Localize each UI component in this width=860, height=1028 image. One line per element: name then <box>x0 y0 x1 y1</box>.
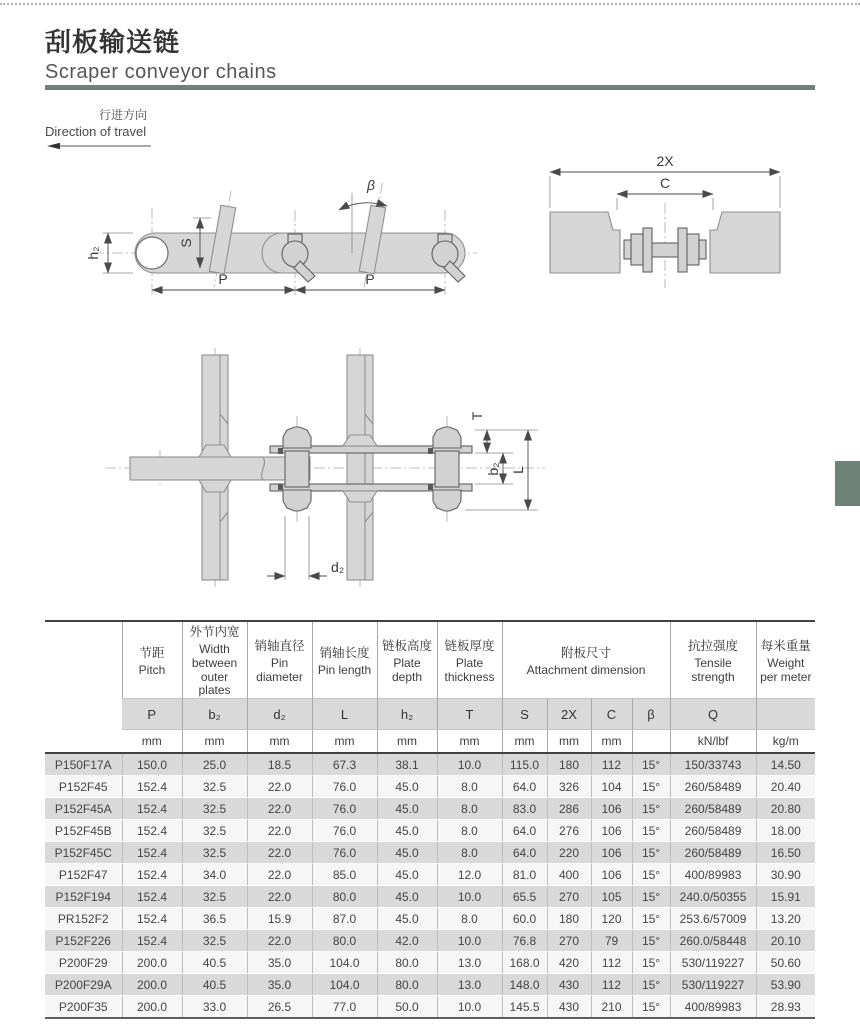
scraper-plate-left <box>550 212 620 273</box>
value-cell: 106 <box>591 842 632 864</box>
part-number-cell: P152F226 <box>45 930 122 952</box>
part-number-cell: P152F45A <box>45 798 122 820</box>
value-cell: 106 <box>591 798 632 820</box>
page-edge-tab <box>835 461 860 506</box>
value-cell: 85.0 <box>312 864 377 886</box>
value-cell: 32.5 <box>182 842 247 864</box>
value-cell: 35.0 <box>247 952 312 974</box>
scraper-plate-right <box>710 212 780 273</box>
value-cell: 22.0 <box>247 842 312 864</box>
part-number-cell: P152F194 <box>45 886 122 908</box>
spec-table-container <box>45 620 815 1019</box>
part-number-cell: P200F35 <box>45 996 122 1019</box>
unit-cell: mm <box>247 730 312 754</box>
value-cell: 80.0 <box>312 886 377 908</box>
symbol-cell: h₂ <box>377 699 437 730</box>
value-cell: 13.0 <box>437 952 502 974</box>
value-cell: 8.0 <box>437 776 502 798</box>
table-row <box>45 908 815 930</box>
dim-label-p1: P <box>218 271 228 287</box>
value-cell: 200.0 <box>122 996 182 1019</box>
pin-assembly-plan <box>428 427 461 511</box>
value-cell: 32.5 <box>182 776 247 798</box>
value-cell: 45.0 <box>377 908 437 930</box>
unit-cell: mm <box>502 730 547 754</box>
unit-cell: kN/lbf <box>670 730 756 754</box>
value-cell: 106 <box>591 820 632 842</box>
value-cell: 45.0 <box>377 798 437 820</box>
symbol-cell: S <box>502 699 547 730</box>
unit-cell: kg/m <box>756 730 815 754</box>
table-body <box>45 753 815 1018</box>
accent-divider <box>45 85 815 90</box>
spec-table <box>45 620 815 1019</box>
value-cell: 87.0 <box>312 908 377 930</box>
col-header-pin-diameter: 销轴直径 Pin diameter <box>247 621 312 699</box>
direction-label-en: Direction of travel <box>45 124 147 139</box>
value-cell: 270 <box>547 930 591 952</box>
dim-label-s: S <box>178 238 194 248</box>
value-cell: 152.4 <box>122 908 182 930</box>
value-cell: 65.5 <box>502 886 547 908</box>
value-cell: 32.5 <box>182 820 247 842</box>
value-cell: 16.50 <box>756 842 815 864</box>
value-cell: 67.3 <box>312 753 377 776</box>
part-number-cell: P152F45 <box>45 776 122 798</box>
value-cell: 106 <box>591 864 632 886</box>
value-cell: 276 <box>547 820 591 842</box>
page-header <box>45 22 815 84</box>
dim-label-b2: b₂ <box>485 462 501 476</box>
part-number-cell: P200F29 <box>45 952 122 974</box>
col-header-pin-length: 销轴长度 Pin length <box>312 621 377 699</box>
chain-arm <box>130 457 310 480</box>
value-cell: 76.0 <box>312 842 377 864</box>
value-cell: 530/119227 <box>670 952 756 974</box>
value-cell: 64.0 <box>502 776 547 798</box>
value-cell: 40.5 <box>182 974 247 996</box>
part-number-cell: P152F45C <box>45 842 122 864</box>
unit-cell: mm <box>312 730 377 754</box>
value-cell: 8.0 <box>437 908 502 930</box>
value-cell: 148.0 <box>502 974 547 996</box>
value-cell: 10.0 <box>437 753 502 776</box>
dim-label-beta: β <box>367 177 375 193</box>
value-cell: 42.0 <box>377 930 437 952</box>
value-cell: 45.0 <box>377 776 437 798</box>
value-cell: 152.4 <box>122 820 182 842</box>
value-cell: 80.0 <box>377 952 437 974</box>
col-header-plate-thickness: 链板厚度 Plate thickness <box>437 621 502 699</box>
dim-label-d2: d₂ <box>331 559 345 575</box>
value-cell: 26.5 <box>247 996 312 1019</box>
perforation-line <box>0 3 860 5</box>
value-cell: 14.50 <box>756 753 815 776</box>
value-cell: 22.0 <box>247 776 312 798</box>
value-cell: 105 <box>591 886 632 908</box>
value-cell: 210 <box>591 996 632 1019</box>
value-cell: 260.0/58448 <box>670 930 756 952</box>
value-cell: 260/58489 <box>670 798 756 820</box>
scraper-bar-plan <box>347 355 373 580</box>
value-cell: 18.00 <box>756 820 815 842</box>
value-cell: 53.90 <box>756 974 815 996</box>
value-cell: 286 <box>547 798 591 820</box>
unit-cell <box>632 730 670 754</box>
symbol-cell: d₂ <box>247 699 312 730</box>
value-cell: 77.0 <box>312 996 377 1019</box>
value-cell: 112 <box>591 952 632 974</box>
symbol-cell: L <box>312 699 377 730</box>
dim-label-t: T <box>469 411 485 421</box>
symbol-cell: Q <box>670 699 756 730</box>
table-row <box>45 798 815 820</box>
value-cell: 50.0 <box>377 996 437 1019</box>
value-cell: 83.0 <box>502 798 547 820</box>
table-row <box>45 864 815 886</box>
value-cell: 326 <box>547 776 591 798</box>
value-cell: 38.1 <box>377 753 437 776</box>
value-cell: 40.5 <box>182 952 247 974</box>
value-cell: 15° <box>632 974 670 996</box>
drawing-attachment-front-view <box>550 153 780 288</box>
value-cell: 22.0 <box>247 930 312 952</box>
direction-of-travel <box>45 106 157 151</box>
value-cell: 32.5 <box>182 798 247 820</box>
col-header-weight: 每米重量 Weight per meter <box>756 621 815 699</box>
value-cell: 10.0 <box>437 886 502 908</box>
link-hole <box>136 237 168 269</box>
value-cell: 80.0 <box>377 974 437 996</box>
value-cell: 260/58489 <box>670 820 756 842</box>
value-cell: 8.0 <box>437 820 502 842</box>
value-cell: 15° <box>632 996 670 1019</box>
value-cell: 64.0 <box>502 820 547 842</box>
value-cell: 430 <box>547 996 591 1019</box>
unit-cell: mm <box>437 730 502 754</box>
value-cell: 45.0 <box>377 864 437 886</box>
header-unit-row <box>45 730 815 754</box>
value-cell: 20.10 <box>756 930 815 952</box>
value-cell: 152.4 <box>122 864 182 886</box>
value-cell: 8.0 <box>437 798 502 820</box>
table-row <box>45 952 815 974</box>
value-cell: 28.93 <box>756 996 815 1019</box>
dim-label-h2: h₂ <box>85 246 101 260</box>
value-cell: 145.5 <box>502 996 547 1019</box>
unit-cell: mm <box>547 730 591 754</box>
symbol-cell: 2X <box>547 699 591 730</box>
dim-label-l: L <box>510 466 526 474</box>
value-cell: 79 <box>591 930 632 952</box>
value-cell: 13.20 <box>756 908 815 930</box>
table-row <box>45 996 815 1019</box>
value-cell: 15.91 <box>756 886 815 908</box>
col-header-pitch: 节距 Pitch <box>122 621 182 699</box>
value-cell: 152.4 <box>122 842 182 864</box>
value-cell: 15° <box>632 798 670 820</box>
value-cell: 25.0 <box>182 753 247 776</box>
value-cell: 15° <box>632 930 670 952</box>
value-cell: 18.5 <box>247 753 312 776</box>
value-cell: 104 <box>591 776 632 798</box>
value-cell: 152.4 <box>122 798 182 820</box>
value-cell: 15° <box>632 886 670 908</box>
table-row <box>45 753 815 776</box>
direction-label-zh: 行进方向 <box>98 108 147 122</box>
value-cell: 22.0 <box>247 864 312 886</box>
value-cell: 50.60 <box>756 952 815 974</box>
value-cell: 15° <box>632 952 670 974</box>
table-row <box>45 886 815 908</box>
value-cell: 180 <box>547 753 591 776</box>
value-cell: 152.4 <box>122 930 182 952</box>
part-number-cell: PR152F2 <box>45 908 122 930</box>
value-cell: 270 <box>547 886 591 908</box>
value-cell: 112 <box>591 753 632 776</box>
symbol-cell: P <box>122 699 182 730</box>
page-title-en: Scraper conveyor chains <box>45 61 277 83</box>
table-row <box>45 930 815 952</box>
value-cell: 32.5 <box>182 886 247 908</box>
drawing-chain-side-view <box>85 177 477 295</box>
value-cell: 115.0 <box>502 753 547 776</box>
value-cell: 13.0 <box>437 974 502 996</box>
value-cell: 200.0 <box>122 952 182 974</box>
value-cell: 60.0 <box>502 908 547 930</box>
value-cell: 15.9 <box>247 908 312 930</box>
part-number-cell: P150F17A <box>45 753 122 776</box>
drawing-plan-view <box>105 348 545 590</box>
value-cell: 76.0 <box>312 798 377 820</box>
unit-cell: mm <box>377 730 437 754</box>
unit-cell: mm <box>591 730 632 754</box>
header-name-row <box>45 621 815 699</box>
table-row <box>45 842 815 864</box>
value-cell: 400/89983 <box>670 864 756 886</box>
value-cell: 22.0 <box>247 820 312 842</box>
value-cell: 30.90 <box>756 864 815 886</box>
value-cell: 150.0 <box>122 753 182 776</box>
table-row <box>45 974 815 996</box>
value-cell: 400 <box>547 864 591 886</box>
part-number-cell: P152F45B <box>45 820 122 842</box>
page-title-zh: 刮板输送链 <box>45 27 181 57</box>
value-cell: 168.0 <box>502 952 547 974</box>
value-cell: 45.0 <box>377 842 437 864</box>
col-header-attachment: 附板尺寸 Attachment dimension <box>502 621 670 699</box>
value-cell: 45.0 <box>377 886 437 908</box>
symbol-cell <box>756 699 815 730</box>
value-cell: 22.0 <box>247 886 312 908</box>
value-cell: 20.40 <box>756 776 815 798</box>
value-cell: 15° <box>632 864 670 886</box>
value-cell: 152.4 <box>122 886 182 908</box>
value-cell: 10.0 <box>437 996 502 1019</box>
value-cell: 420 <box>547 952 591 974</box>
symbol-cell: T <box>437 699 502 730</box>
value-cell: 10.0 <box>437 930 502 952</box>
dim-label-2x: 2X <box>656 153 674 169</box>
part-number-cell: P200F29A <box>45 974 122 996</box>
value-cell: 400/89983 <box>670 996 756 1019</box>
value-cell: 15° <box>632 842 670 864</box>
value-cell: 76.8 <box>502 930 547 952</box>
value-cell: 152.4 <box>122 776 182 798</box>
value-cell: 530/119227 <box>670 974 756 996</box>
value-cell: 112 <box>591 974 632 996</box>
value-cell: 20.80 <box>756 798 815 820</box>
value-cell: 76.0 <box>312 776 377 798</box>
dim-label-c: C <box>659 175 671 191</box>
table-row <box>45 776 815 798</box>
col-header-width: 外节内宽 Width between outer plates <box>182 621 247 699</box>
value-cell: 430 <box>547 974 591 996</box>
unit-cell: mm <box>182 730 247 754</box>
dim-label-p2: P <box>365 271 375 287</box>
value-cell: 104.0 <box>312 974 377 996</box>
corner-cell <box>45 621 122 753</box>
value-cell: 32.5 <box>182 930 247 952</box>
value-cell: 33.0 <box>182 996 247 1019</box>
header-symbol-row <box>45 699 815 730</box>
value-cell: 200.0 <box>122 974 182 996</box>
value-cell: 22.0 <box>247 798 312 820</box>
value-cell: 64.0 <box>502 842 547 864</box>
value-cell: 45.0 <box>377 820 437 842</box>
value-cell: 34.0 <box>182 864 247 886</box>
technical-drawings <box>45 148 815 606</box>
value-cell: 12.0 <box>437 864 502 886</box>
value-cell: 15° <box>632 753 670 776</box>
value-cell: 253.6/57009 <box>670 908 756 930</box>
value-cell: 36.5 <box>182 908 247 930</box>
value-cell: 76.0 <box>312 820 377 842</box>
value-cell: 220 <box>547 842 591 864</box>
unit-cell: mm <box>122 730 182 754</box>
part-number-cell: P152F47 <box>45 864 122 886</box>
value-cell: 15° <box>632 820 670 842</box>
value-cell: 8.0 <box>437 842 502 864</box>
table-row <box>45 820 815 842</box>
col-header-plate-depth: 链板高度 Plate depth <box>377 621 437 699</box>
value-cell: 35.0 <box>247 974 312 996</box>
symbol-cell: β <box>632 699 670 730</box>
value-cell: 240.0/50355 <box>670 886 756 908</box>
value-cell: 180 <box>547 908 591 930</box>
value-cell: 81.0 <box>502 864 547 886</box>
symbol-cell: b₂ <box>182 699 247 730</box>
value-cell: 260/58489 <box>670 842 756 864</box>
col-header-tensile-strength: 抗拉强度 Tensile strength <box>670 621 756 699</box>
value-cell: 15° <box>632 908 670 930</box>
value-cell: 120 <box>591 908 632 930</box>
value-cell: 104.0 <box>312 952 377 974</box>
value-cell: 15° <box>632 776 670 798</box>
value-cell: 260/58489 <box>670 776 756 798</box>
value-cell: 80.0 <box>312 930 377 952</box>
value-cell: 150/33743 <box>670 753 756 776</box>
symbol-cell: C <box>591 699 632 730</box>
